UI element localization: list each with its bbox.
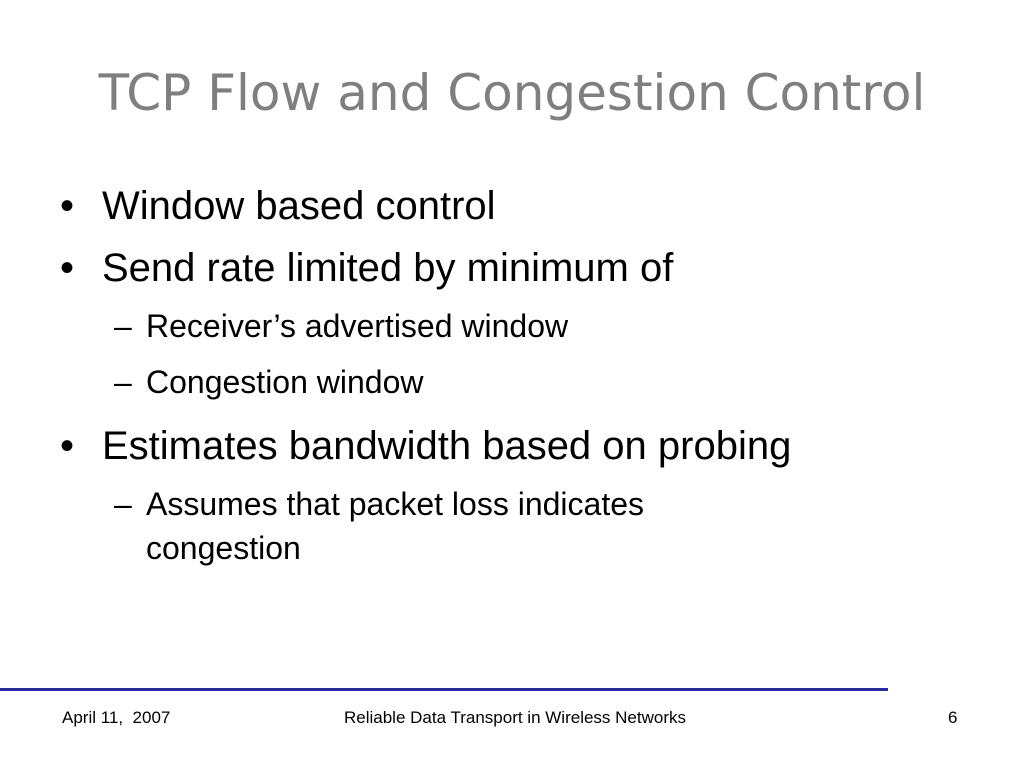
sub-bullet-item	[60, 360, 960, 404]
sub-bullet-text: Congestion window	[146, 364, 424, 400]
dash-icon: –	[114, 308, 132, 344]
slide-body	[60, 182, 960, 584]
slide-title: TCP Flow and Congestion Control	[98, 64, 926, 122]
dash-icon: –	[114, 364, 132, 400]
footer-title: Reliable Data Transport in Wireless Networks	[343, 708, 686, 727]
bullet-icon: •	[60, 424, 75, 468]
bullet-text: Window based control	[102, 184, 496, 228]
sub-bullet-item	[60, 482, 786, 570]
bullet-item	[60, 422, 960, 470]
sub-bullet-item	[60, 304, 960, 348]
sub-bullet-text: Receiver’s advertised window	[146, 308, 569, 344]
bullet-icon: •	[60, 246, 75, 290]
bullet-item	[60, 182, 960, 230]
bullet-text: Estimates bandwidth based on probing	[102, 424, 792, 468]
bullet-item	[60, 244, 960, 292]
page-number: 6	[948, 708, 958, 727]
bullet-icon: •	[60, 184, 75, 228]
sub-bullet-text: Assumes that packet loss indicates congestion	[146, 486, 645, 566]
footer-date: April 11, 2007	[62, 708, 171, 727]
footer-divider	[0, 688, 888, 691]
dash-icon: –	[114, 486, 132, 522]
bullet-text: Send rate limited by minimum of	[102, 246, 674, 290]
